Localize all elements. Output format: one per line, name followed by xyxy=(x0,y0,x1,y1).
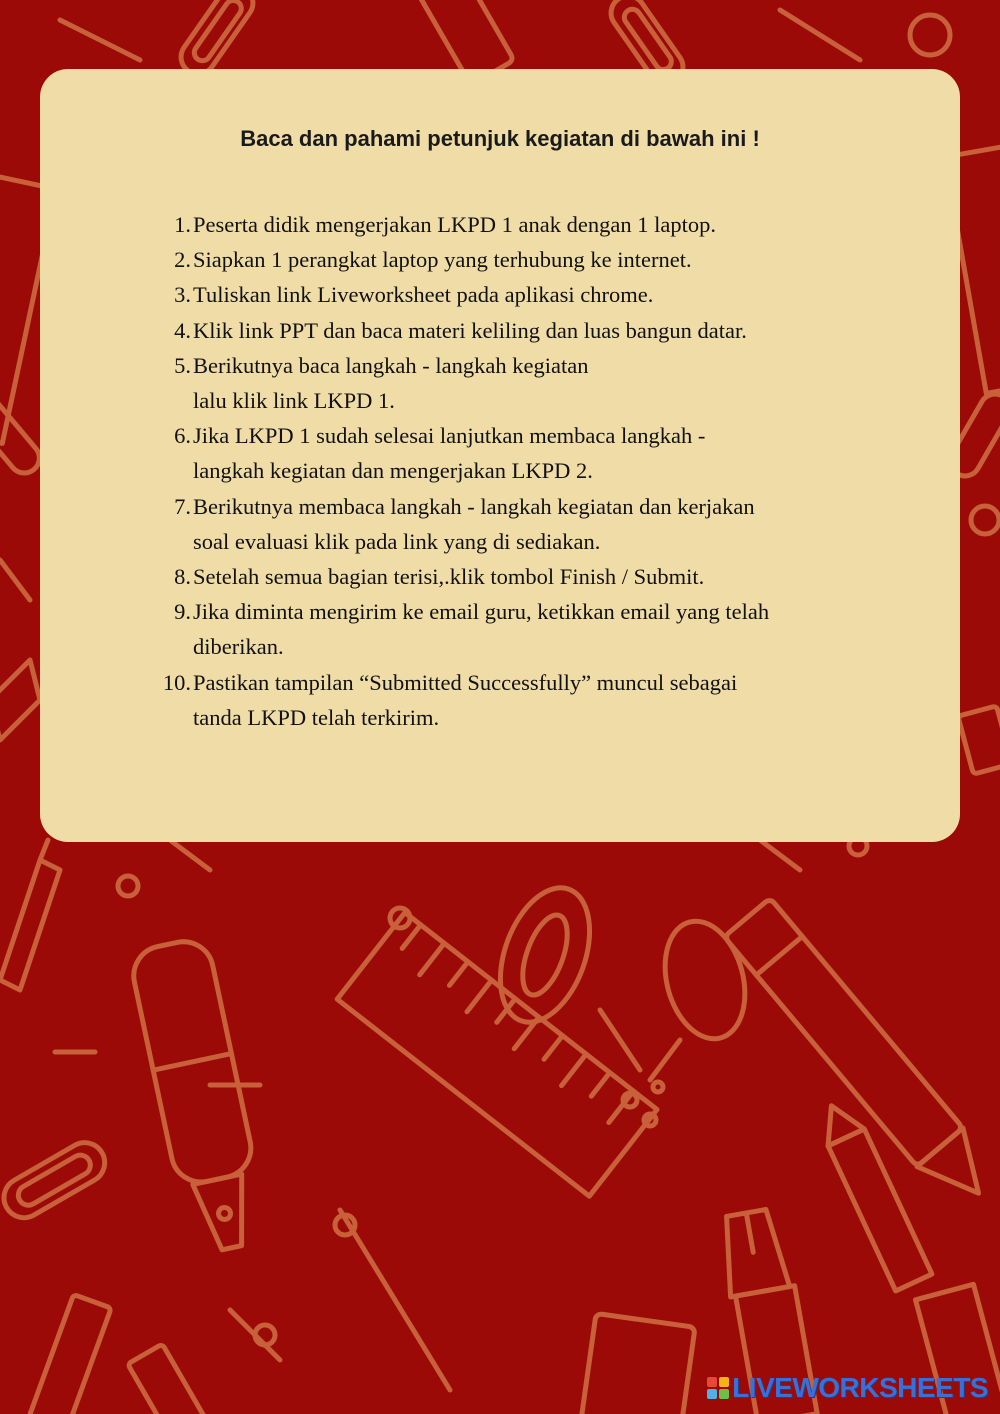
paperclip-icon xyxy=(0,1135,112,1225)
list-item xyxy=(0,242,853,277)
list-item xyxy=(0,418,853,488)
pencil-icon xyxy=(26,1294,111,1414)
list-item xyxy=(0,559,853,594)
circle-icon xyxy=(623,1093,637,1107)
step-text-continued: lalu klik link LKPD 1. xyxy=(193,388,395,414)
instruction-heading: Baca dan pahami petunjuk kegiatan di bawah ini ! xyxy=(240,126,760,151)
pencil-stroke xyxy=(760,840,800,870)
logo-blocks-icon xyxy=(707,1377,729,1399)
step-number: 6. xyxy=(174,423,191,449)
step-number: 5. xyxy=(174,352,191,378)
step-text: Jika LKPD 1 sudah selesai lanjutkan membaca langkah - xyxy=(193,423,706,449)
step-number: 2. xyxy=(174,247,191,273)
step-text-continued: langkah kegiatan dan mengerjakan LKPD 2. xyxy=(193,458,593,484)
step-text: Berikutnya membaca langkah - langkah kegiatan dan kerjakan xyxy=(193,493,755,519)
pencil-stroke xyxy=(780,10,860,60)
step-text-continued: tanda LKPD telah terkirim. xyxy=(193,704,440,730)
step-text-continued: soal evaluasi klik pada link yang di sediakan. xyxy=(193,528,601,554)
pencil-stroke xyxy=(170,840,210,870)
list-item xyxy=(0,594,853,664)
logo-block xyxy=(719,1377,729,1387)
liveworksheets-logo xyxy=(707,1372,988,1404)
list-item xyxy=(0,665,853,735)
list-item xyxy=(0,313,853,348)
circle-icon xyxy=(653,1082,663,1092)
notebook-icon xyxy=(579,1313,695,1414)
compass-icon xyxy=(230,1210,450,1390)
pencil-icon xyxy=(813,1097,932,1291)
circle-icon xyxy=(118,876,138,896)
pencil-icon xyxy=(724,898,1000,1212)
step-text: Klik link PPT dan baca materi keliling dan luas bangun datar. xyxy=(193,317,747,343)
step-number: 9. xyxy=(174,599,191,625)
step-number: 10. xyxy=(162,669,191,695)
list-item xyxy=(0,207,853,242)
pencil-icon xyxy=(128,1344,223,1414)
logo-block xyxy=(707,1389,717,1399)
step-text: Tuliskan link Liveworksheet pada aplikasi chrome. xyxy=(193,282,654,308)
step-number: 4. xyxy=(174,317,191,343)
step-number: 8. xyxy=(174,564,191,590)
marker-icon xyxy=(128,936,271,1256)
pencil-icon xyxy=(0,840,60,990)
scissors-icon xyxy=(483,876,757,1080)
step-text: Setelah semua bagian terisi,.klik tombol Finish / Submit. xyxy=(193,564,705,590)
step-text: Siapkan 1 perangkat laptop yang terhubung ke internet. xyxy=(193,247,692,273)
step-text-continued: diberikan. xyxy=(193,634,284,660)
step-text: Jika diminta mengirim ke email guru, ketikkan email yang telah xyxy=(193,599,770,625)
step-text: Peserta didik mengerjakan LKPD 1 anak dengan 1 laptop. xyxy=(193,212,716,237)
list-item xyxy=(0,348,853,418)
logo-block xyxy=(719,1389,729,1399)
step-text: Berikutnya baca langkah - langkah kegiatan xyxy=(193,352,589,378)
ruler-icon xyxy=(337,912,657,1196)
logo-block xyxy=(707,1377,717,1387)
step-number: 7. xyxy=(174,493,191,519)
step-number: 1. xyxy=(174,212,191,237)
circle-icon xyxy=(910,15,950,55)
logo-text: LIVEWORKSHEETS xyxy=(732,1372,988,1403)
step-number: 3. xyxy=(174,282,191,308)
step-text: Pastikan tampilan “Submitted Successfully” muncul sebagai xyxy=(193,669,738,695)
pencil-stroke xyxy=(60,20,140,60)
instruction-list xyxy=(0,207,1000,735)
list-item xyxy=(0,277,853,312)
list-item xyxy=(0,489,853,559)
